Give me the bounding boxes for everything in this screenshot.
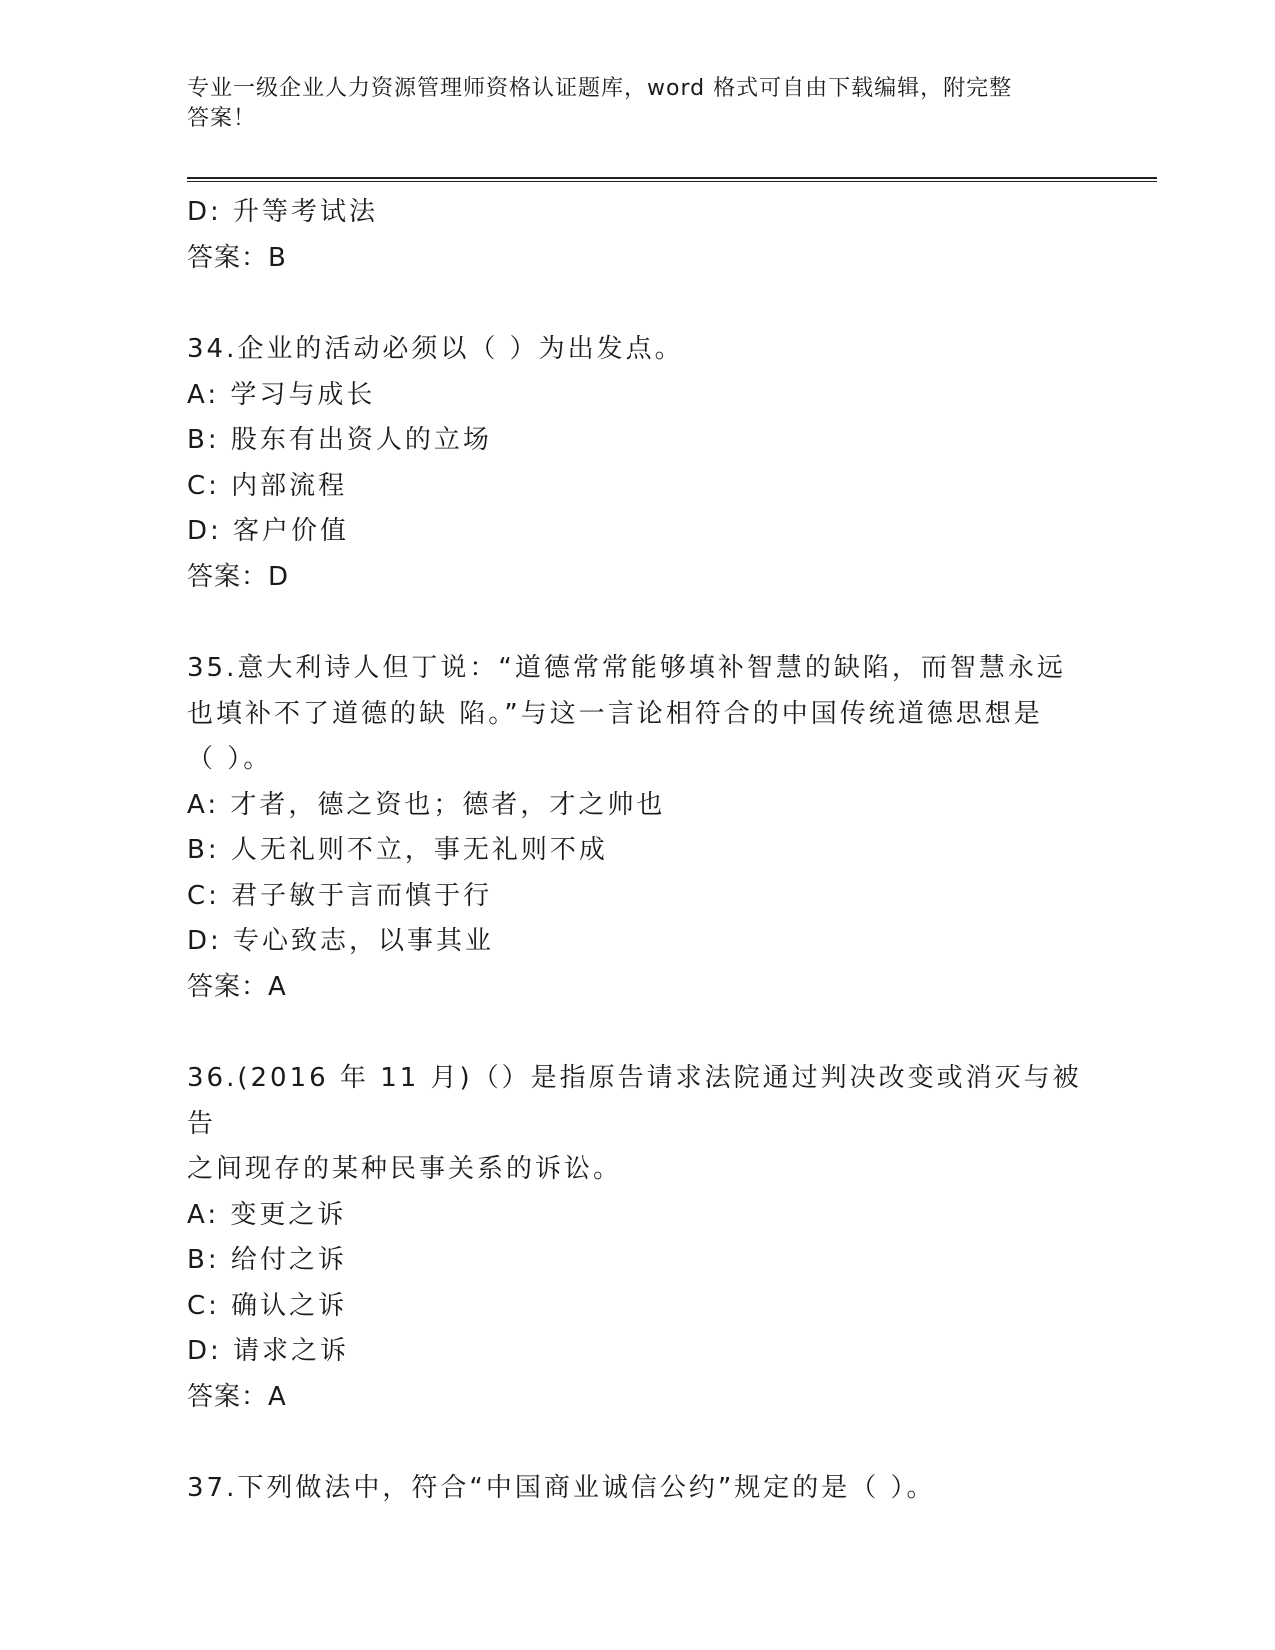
question-list bbox=[187, 190, 1087, 1512]
question-34-answer: 答案：D bbox=[187, 561, 290, 592]
question-35-text-line-3: （ ）。 bbox=[187, 744, 273, 774]
question-35-text-line-2: 也填补不了道德的缺 陷。”与这一言论相符合的中国传统道德思想是 bbox=[187, 698, 1043, 729]
question-37 bbox=[187, 1466, 1087, 1512]
question-36-option-a: A: 变更之诉 bbox=[187, 1199, 347, 1230]
spacer bbox=[187, 281, 1087, 327]
question-34-option-c: C: 内部流程 bbox=[187, 470, 348, 501]
question-35-text-line-1: 35.意大利诗人但丁说：“道德常常能够填补智慧的缺陷，而智慧永远 bbox=[187, 653, 1066, 683]
question-34 bbox=[187, 327, 1087, 600]
question-36 bbox=[187, 1056, 1087, 1420]
question-36-option-d: D: 请求之诉 bbox=[187, 1336, 350, 1366]
question-34-option-d: D: 客户价值 bbox=[187, 516, 350, 546]
question-35-option-a: A: 才者，德之资也；德者，才之帅也 bbox=[187, 789, 666, 820]
question-35-answer: 答案：A bbox=[187, 971, 287, 1002]
question-36-option-c: C: 确认之诉 bbox=[187, 1290, 348, 1321]
question-35 bbox=[187, 646, 1087, 1010]
question-34-option-b: B: 股东有出资人的立场 bbox=[187, 425, 492, 455]
header-line-2: 答案！ bbox=[187, 106, 257, 131]
question-36-text-line-2: 之间现存的某种民事关系的诉讼。 bbox=[187, 1154, 623, 1184]
question-36-answer: 答案：A bbox=[187, 1381, 287, 1412]
spacer bbox=[187, 1010, 1087, 1056]
header-line-1: 专业一级企业人力资源管理师资格认证题库，word 格式可自由下载编辑，附完整 bbox=[187, 76, 1013, 101]
question-35-option-b: B: 人无礼则不立，事无礼则不成 bbox=[187, 835, 608, 865]
question-35-option-c: C: 君子敏于言而慎于行 bbox=[187, 880, 493, 911]
question-34-option-a: A: 学习与成长 bbox=[187, 379, 376, 410]
prev-answer: 答案：B bbox=[187, 242, 287, 273]
question-35-option-d: D: 专心致志，以事其业 bbox=[187, 926, 495, 956]
prev-option-d: D: 升等考试法 bbox=[187, 197, 379, 227]
spacer bbox=[187, 1420, 1087, 1466]
header-divider bbox=[187, 177, 1157, 182]
question-34-text: 34.企业的活动必须以（ ）为出发点。 bbox=[187, 334, 684, 364]
question-36-option-b: B: 给付之诉 bbox=[187, 1245, 347, 1275]
question-37-text: 37.下列做法中，符合“中国商业诚信公约”规定的是（ ）。 bbox=[187, 1473, 936, 1503]
document-page bbox=[187, 0, 1157, 1650]
question-36-text-line-1: 36.(2016 年 11 月)（）是指原告请求法院通过判决改变或消灭与被告 bbox=[187, 1063, 1082, 1139]
spacer bbox=[187, 600, 1087, 646]
page-header bbox=[187, 74, 1067, 134]
